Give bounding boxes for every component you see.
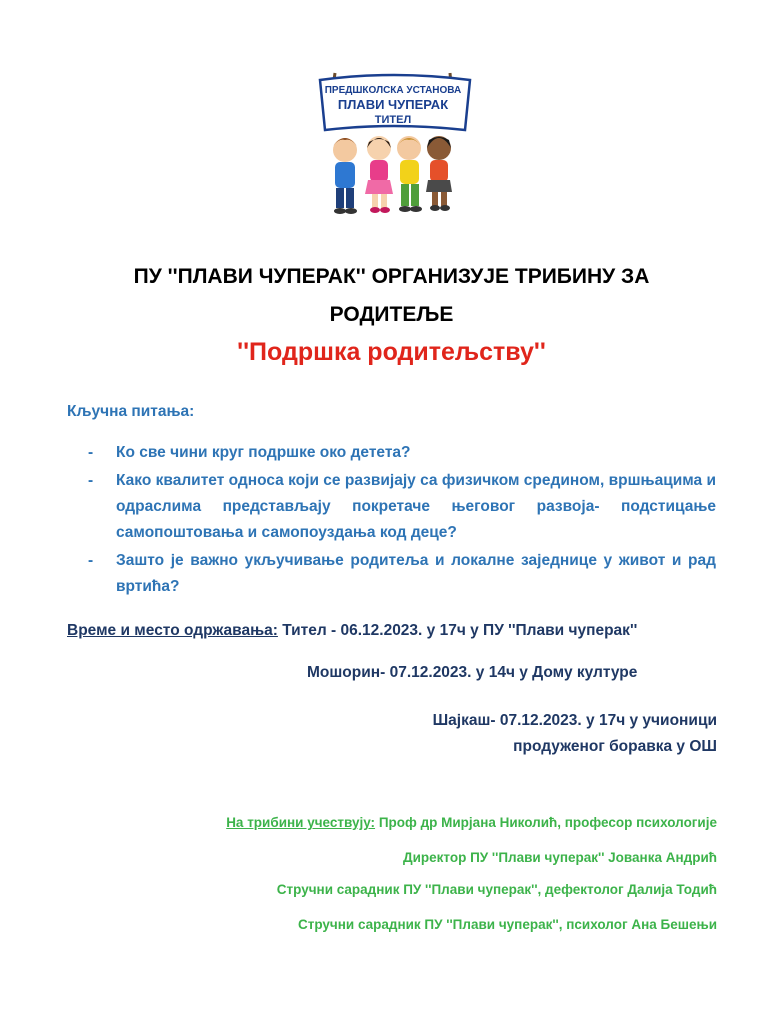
- dash-bullet: -: [88, 472, 94, 489]
- schedule-entry-titel: Тител - 06.12.2023. у 17ч у ПУ ''Плави чуперак'': [282, 622, 638, 639]
- list-item: [88, 548, 716, 600]
- dash-bullet: -: [88, 444, 94, 461]
- title-line2: РОДИТЕЉЕ: [329, 303, 454, 326]
- logo-banner-line2: ПЛАВИ ЧУПЕРАК: [337, 97, 449, 112]
- page-title: [60, 258, 723, 334]
- logo-banner-line3: ТИТЕЛ: [374, 114, 412, 126]
- participants-label: На трибини учествују:: [226, 815, 376, 830]
- schedule-row-1: [67, 622, 637, 640]
- event-subtitle: ''Подршка родитељству'': [237, 338, 546, 366]
- participant-4: Стручни сарадник ПУ ''Плави чуперак'', психолог Ана Бешењи: [297, 917, 717, 932]
- title-line1: ПУ ''ПЛАВИ ЧУПЕРАК'' ОРГАНИЗУЈЕ ТРИБИНУ ЗА: [133, 265, 650, 288]
- participant-1: Проф др Мирјана Николић, професор психологије: [378, 815, 717, 830]
- participant-2: Директор ПУ ''Плави чуперак'' Јованка Андрић: [402, 850, 717, 865]
- schedule-entry-sajkas: [433, 708, 717, 760]
- schedule-entry-mosorin: Мошорин- 07.12.2023. у 14ч у Дому културе: [307, 664, 638, 681]
- question-text: Зашто је важно укључивање родитеља и локалне заједнице у живот и рад вртића?: [116, 552, 716, 595]
- schedule-entry-sajkas-line1: Шајкаш- 07.12.2023. у 17ч у учионици: [432, 712, 717, 729]
- list-item: [88, 440, 716, 466]
- participant-3: Стручни сарадник ПУ ''Плави чуперак'', дефектолог Далија Тодић: [276, 882, 717, 897]
- logo-banner-line1: ПРЕДШКОЛСКА УСТАНОВА: [324, 85, 462, 96]
- schedule-entry-sajkas-line2: продуженог боравка у ОШ: [513, 738, 717, 755]
- kindergarten-logo: [305, 68, 480, 228]
- question-text: Како квалитет односа који се развијају са физичком средином, вршњацима и одраслима представљају покретаче његовог развоја- подстицање самопоштовања и самопоуздања код деце?: [116, 472, 716, 541]
- dash-bullet: -: [88, 552, 94, 569]
- question-text: Ко све чини круг подршке око детета?: [116, 444, 411, 461]
- list-item: [88, 468, 716, 546]
- participants-row-1: [226, 815, 717, 830]
- key-questions-list: [88, 440, 716, 602]
- key-questions-heading: Кључна питања:: [67, 403, 195, 420]
- schedule-label: Време и место одржавања:: [67, 622, 278, 639]
